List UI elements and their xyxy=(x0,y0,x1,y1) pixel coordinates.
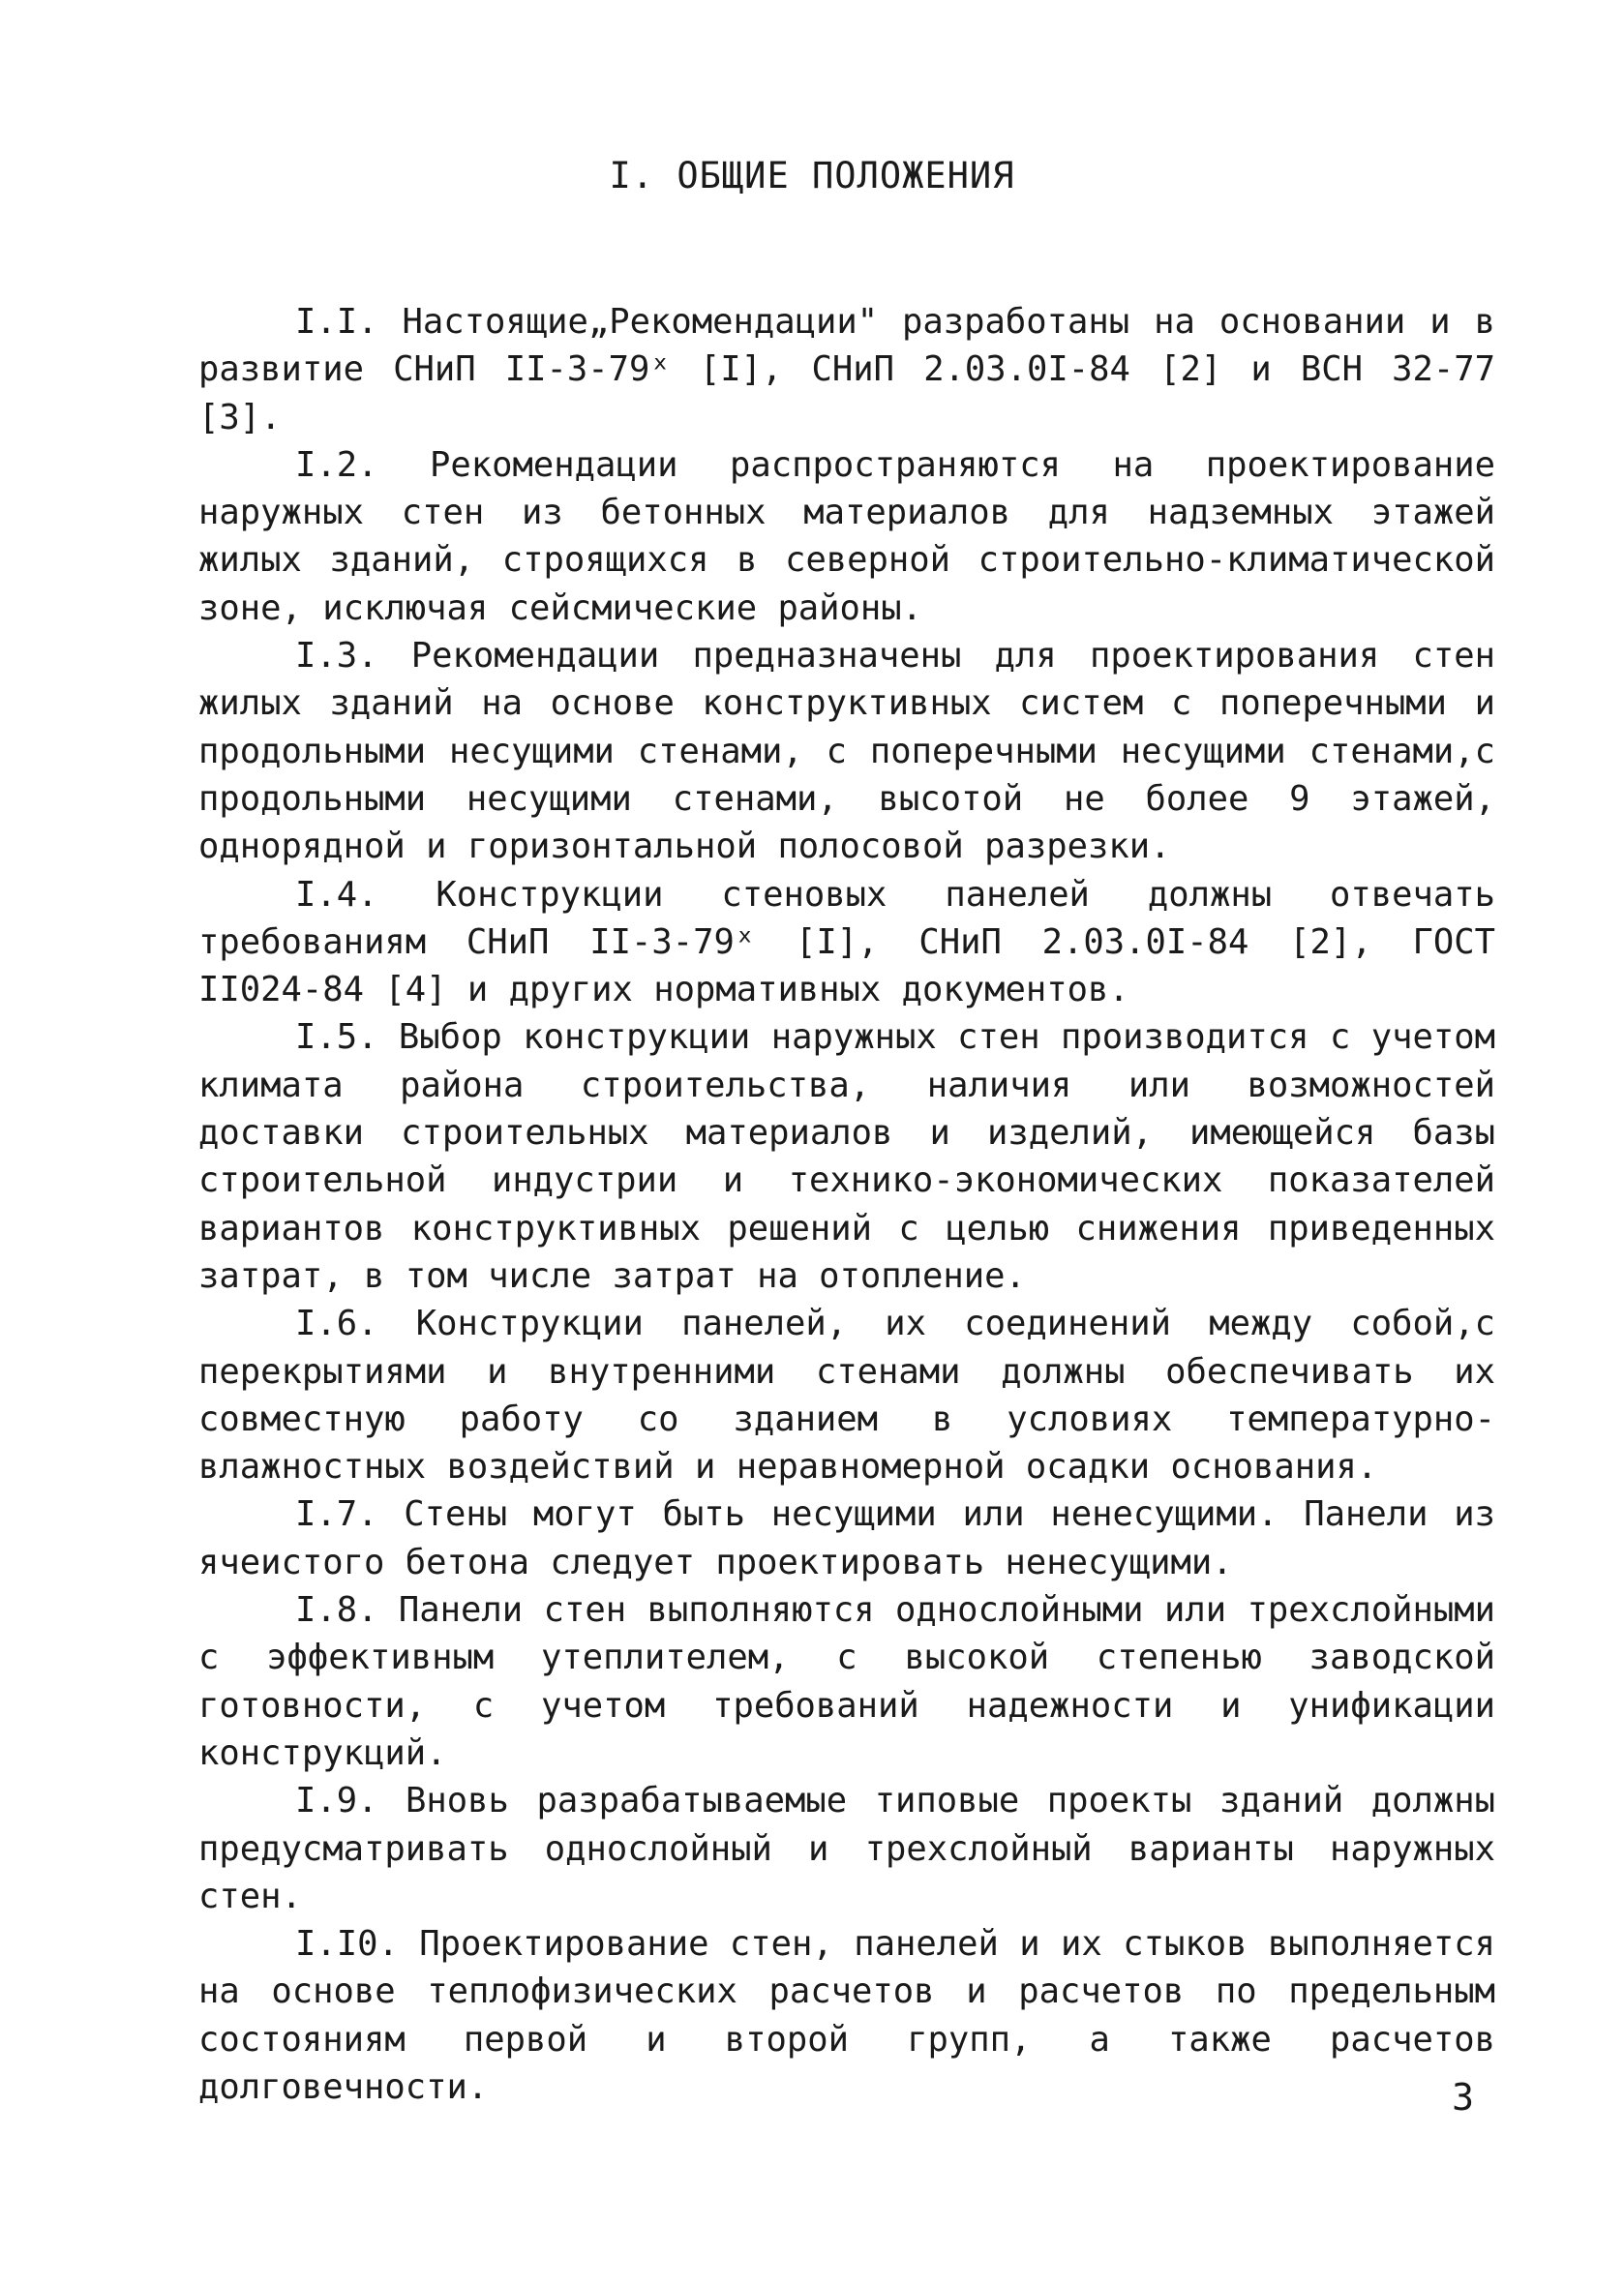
section-body xyxy=(198,298,1495,2111)
paragraph-1-3: I.3. Рекомендации предназначены для проектирования стен жилых зданий на основе конструктивных систем с поперечными и продольными несущими стенами, с поперечными несущими стенами,с продольными несущими стенами, высотой не более 9 этажей, однорядной и горизонтальной полосовой разрезки. xyxy=(198,636,1495,867)
paragraph-1-2: I.2. Рекомендации распространяются на проектирование наружных стен из бетонных материалов для надземных этажей жилых зданий, строящихся в северной строительно-климатической зоне, исключая сейсмические районы. xyxy=(198,444,1495,628)
section-title: I. ОБЩИЕ ПОЛОЖЕНИЯ xyxy=(609,155,1015,196)
paragraph-1-10: I.I0. Проектирование стен, панелей и их стыков выполняется на основе теплофизических расчетов и расчетов по предельным состояниям первой и второй групп, а также расчетов долговечности. xyxy=(198,1924,1495,2107)
page-number: 3 xyxy=(1452,2076,1474,2119)
paragraph-1-9: I.9. Вновь разрабатываемые типовые проекты зданий должны предусматривать однослойный и трехслойный варианты наружных стен. xyxy=(198,1781,1495,1916)
paragraph-1-8: I.8. Панели стен выполняются однослойными или трехслойными с эффективным утеплителем, с высокой степенью заводской готовности, с учетом требований надежности и унификации конструкций. xyxy=(198,1590,1495,1773)
paragraph-1-1: I.I. Настоящие„Рекомендации" разработаны на основании и в развитие СНиП II-3-79ˣ [I], СНиП 2.03.0I-84 [2] и ВСН 32-77 [3]. xyxy=(198,302,1495,437)
paragraph-1-7: I.7. Стены могут быть несущими или ненесущими. Панели из ячеистого бетона следует проектировать ненесущими. xyxy=(198,1494,1495,1582)
paragraph-1-4: I.4. Конструкции стеновых панелей должны отвечать требованиям СНиП II-3-79ˣ [I], СНиП 2.03.0I-84 [2], ГОСТ II024-84 [4] и других нормативных документов. xyxy=(198,874,1495,1010)
paragraph-1-5: I.5. Выбор конструкции наружных стен производится с учетом климата района строительства, наличия или возможностей доставки строительных материалов и изделий, имеющейся базы строительной индустрии и технико-экономических показателей вариантов конструктивных решений с целью снижения приведенных затрат, в том числе затрат на отопление. xyxy=(198,1017,1495,1296)
paragraph-1-6: I.6. Конструкции панелей, их соединений между собой,с перекрытиями и внутренними стенами должны обеспечивать их совместную работу со зданием в условиях температурно-влажностных воздействий и неравномерной осадки основания. xyxy=(198,1304,1495,1488)
